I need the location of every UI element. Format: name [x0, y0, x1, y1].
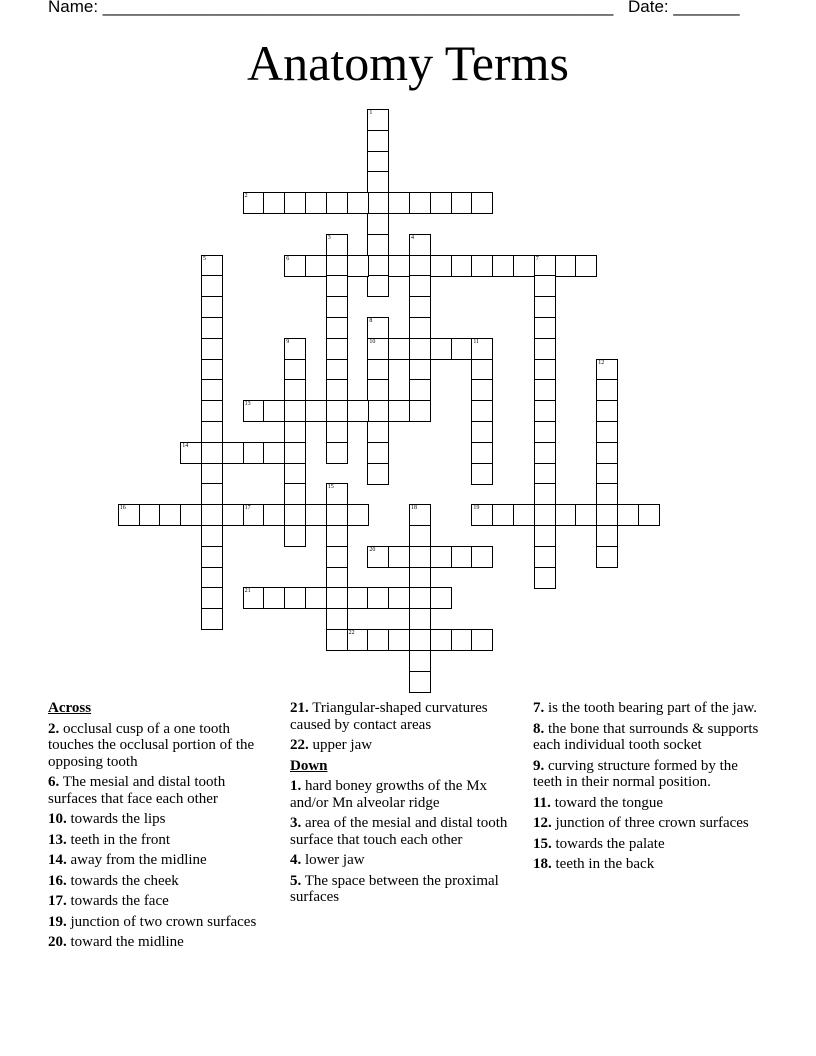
across-heading: Across: [48, 700, 92, 716]
grid-cell[interactable]: [284, 359, 306, 381]
grid-cell[interactable]: [409, 671, 431, 693]
clue-across: 14. away from the midline: [48, 852, 207, 868]
grid-cell[interactable]: [347, 400, 369, 422]
grid-cell[interactable]: [326, 338, 348, 360]
grid-cell[interactable]: [263, 442, 285, 464]
grid-cell[interactable]: [534, 400, 556, 422]
grid-cell[interactable]: [596, 463, 618, 485]
grid-cell[interactable]: [534, 359, 556, 381]
clue-down: 12. junction of three crown surfaces: [533, 815, 749, 831]
grid-cell[interactable]: [367, 275, 389, 297]
clue-number: 8: [369, 318, 373, 324]
grid-cell[interactable]: [326, 317, 348, 339]
grid-cell[interactable]: [409, 338, 431, 360]
grid-cell[interactable]: [367, 338, 389, 360]
grid-cell[interactable]: [326, 629, 348, 651]
clue-number: 21: [244, 588, 251, 595]
grid-cell[interactable]: [617, 504, 639, 526]
grid-cell[interactable]: [367, 379, 389, 401]
grid-cell[interactable]: [201, 546, 223, 568]
grid-cell[interactable]: [201, 338, 223, 360]
grid-cell[interactable]: [534, 504, 556, 526]
clue-across: 19. junction of two crown surfaces: [48, 913, 257, 930]
grid-cell[interactable]: [367, 109, 389, 131]
grid-cell[interactable]: [367, 421, 389, 443]
grid-cell[interactable]: [534, 275, 556, 297]
grid-cell[interactable]: [471, 463, 493, 485]
grid-cell[interactable]: [201, 463, 223, 485]
grid-cell[interactable]: [367, 234, 389, 256]
grid-cell[interactable]: [347, 629, 369, 651]
grid-cell[interactable]: [388, 192, 410, 214]
grid-cell[interactable]: [305, 587, 327, 609]
grid-cell[interactable]: [305, 192, 327, 214]
grid-cell[interactable]: [451, 546, 473, 568]
clue-number: 5: [203, 255, 206, 262]
grid-cell[interactable]: [555, 255, 577, 277]
grid-cell[interactable]: [430, 255, 452, 277]
grid-cell[interactable]: [326, 483, 348, 505]
grid-cell[interactable]: [492, 504, 514, 526]
grid-cell[interactable]: [201, 587, 223, 609]
grid-cell[interactable]: [534, 546, 556, 568]
grid-cell[interactable]: [347, 192, 369, 214]
grid-cell[interactable]: [284, 463, 306, 485]
grid-cell[interactable]: [513, 255, 535, 277]
grid-cell[interactable]: [388, 629, 410, 651]
grid-cell[interactable]: [388, 400, 410, 422]
grid-cell[interactable]: [367, 442, 389, 464]
clue-across: 20. toward the midline: [48, 934, 184, 950]
clue-number: 22: [348, 630, 355, 636]
clue-number: 13: [244, 401, 251, 408]
grid-cell[interactable]: [367, 171, 389, 193]
grid-cell[interactable]: [159, 504, 181, 526]
clue-number: 19: [473, 505, 480, 512]
grid-cell[interactable]: [367, 629, 389, 651]
grid-cell[interactable]: [409, 587, 431, 609]
grid-cell[interactable]: [326, 234, 348, 256]
clue-across: 6. The mesial and distal tooth surfaces that face each other: [48, 774, 226, 807]
page-title: Anatomy Terms: [247, 35, 569, 91]
grid-cell[interactable]: [263, 192, 285, 214]
grid-cell[interactable]: [471, 442, 493, 464]
grid-cell[interactable]: [222, 442, 244, 464]
grid-cell[interactable]: [326, 296, 348, 318]
clue-number: 7: [535, 255, 539, 262]
grid-cell[interactable]: [596, 525, 618, 547]
grid-cell[interactable]: [596, 359, 618, 381]
grid-cell[interactable]: [534, 442, 556, 464]
grid-cell[interactable]: [409, 608, 431, 630]
grid-cell[interactable]: [513, 504, 535, 526]
grid-cell[interactable]: [388, 338, 410, 360]
grid-cell[interactable]: [284, 442, 306, 464]
clue-number: 17: [244, 505, 251, 512]
down-heading: Down: [290, 757, 328, 774]
clue-number: 14: [182, 442, 189, 449]
clue-number: 6: [286, 255, 290, 262]
grid-cell[interactable]: [534, 463, 556, 485]
grid-cell[interactable]: [201, 400, 223, 422]
grid-cell[interactable]: [347, 587, 369, 609]
grid-cell[interactable]: [367, 130, 389, 152]
grid-cell[interactable]: [471, 359, 493, 381]
grid-cell[interactable]: [596, 400, 618, 422]
grid-cell[interactable]: [326, 567, 348, 589]
grid-cell[interactable]: [596, 546, 618, 568]
grid-cell[interactable]: [430, 338, 452, 360]
grid-cell[interactable]: [534, 317, 556, 339]
grid-cell[interactable]: [534, 296, 556, 318]
grid-cell[interactable]: [409, 650, 431, 672]
clue-number: 15: [327, 484, 334, 491]
grid-cell[interactable]: [367, 587, 389, 609]
grid-cell[interactable]: [326, 504, 348, 526]
grid-cell[interactable]: [284, 504, 306, 526]
grid-cell[interactable]: [305, 504, 327, 526]
grid-cell[interactable]: [180, 504, 202, 526]
grid-cell[interactable]: [201, 255, 223, 277]
grid-cell[interactable]: [409, 379, 431, 401]
grid-cell[interactable]: [201, 504, 223, 526]
clue-down: 4. lower jaw: [290, 852, 365, 868]
grid-cell[interactable]: [596, 483, 618, 505]
grid-cell[interactable]: [409, 567, 431, 589]
grid-cell[interactable]: [243, 192, 265, 214]
grid-cell[interactable]: [534, 338, 556, 360]
grid-cell[interactable]: [326, 379, 348, 401]
grid-cell[interactable]: [326, 608, 348, 630]
clue-number: 4: [411, 234, 414, 241]
grid-cell[interactable]: [367, 151, 389, 173]
grid-cell[interactable]: [201, 567, 223, 589]
grid-cell[interactable]: [534, 379, 556, 401]
grid-cell[interactable]: [409, 275, 431, 297]
clue-number: 16: [119, 505, 126, 512]
date-field[interactable]: Date: _______: [628, 0, 740, 16]
clue-across: 13. teeth in the front: [48, 831, 171, 848]
grid-cell[interactable]: [201, 296, 223, 318]
grid-cell[interactable]: [367, 359, 389, 381]
grid-cell[interactable]: [326, 525, 348, 547]
grid-cell[interactable]: [596, 504, 618, 526]
grid-cell[interactable]: [367, 255, 389, 277]
grid-cell[interactable]: [243, 442, 265, 464]
grid-cell[interactable]: [201, 359, 223, 381]
grid-cell[interactable]: [326, 421, 348, 443]
grid-cell[interactable]: [263, 587, 285, 609]
grid-cell[interactable]: [451, 338, 473, 360]
grid-cell[interactable]: [201, 525, 223, 547]
grid-cell[interactable]: [575, 255, 597, 277]
grid-cell[interactable]: [471, 546, 493, 568]
grid-cell[interactable]: [409, 234, 431, 256]
grid-cell[interactable]: [347, 504, 369, 526]
grid-cell[interactable]: [367, 546, 389, 568]
grid-cell[interactable]: [284, 587, 306, 609]
grid-cell[interactable]: [284, 525, 306, 547]
grid-cell[interactable]: [243, 587, 265, 609]
grid-cell[interactable]: [305, 255, 327, 277]
clue-number: 11: [473, 338, 480, 345]
grid-cell[interactable]: [180, 442, 202, 464]
clue-across: 17. towards the face: [48, 893, 169, 909]
grid-cell[interactable]: [534, 255, 556, 277]
clue-number: 9: [286, 338, 290, 345]
clue-number: 2: [244, 193, 248, 200]
clue-down: 5. The space between the proximal surfaces: [290, 872, 499, 905]
clue-across: 21. Triangular-shaped curvatures caused by contact areas: [290, 700, 488, 733]
grid-cell[interactable]: [471, 421, 493, 443]
clue-down: 9. curving structure formed by the teeth in their normal position.: [533, 757, 738, 790]
grid-cell[interactable]: [263, 400, 285, 422]
grid-cell[interactable]: [596, 379, 618, 401]
grid-cell[interactable]: [201, 317, 223, 339]
grid-cell[interactable]: [409, 192, 431, 214]
grid-cell[interactable]: [471, 192, 493, 214]
grid-cell[interactable]: [243, 504, 265, 526]
grid-cell[interactable]: [471, 255, 493, 277]
clue-number: 3: [327, 234, 331, 241]
grid-cell[interactable]: [263, 504, 285, 526]
grid-cell[interactable]: [305, 400, 327, 422]
clue-down: 3. area of the mesial and distal tooth surface that touch each other: [290, 815, 508, 848]
grid-cell[interactable]: [409, 546, 431, 568]
grid-cell[interactable]: [201, 608, 223, 630]
grid-cell[interactable]: [534, 567, 556, 589]
clue-number: 12: [598, 359, 605, 366]
grid-cell[interactable]: [284, 400, 306, 422]
grid-cell[interactable]: [596, 421, 618, 443]
clue-down: 15. towards the palate: [533, 835, 665, 852]
grid-cell[interactable]: [471, 400, 493, 422]
grid-cell[interactable]: [388, 546, 410, 568]
grid-cell[interactable]: [596, 442, 618, 464]
grid-cell[interactable]: [201, 379, 223, 401]
grid-cell[interactable]: [430, 587, 452, 609]
grid-cell[interactable]: [409, 504, 431, 526]
grid-cell[interactable]: [326, 442, 348, 464]
grid-cell[interactable]: [430, 546, 452, 568]
grid-cell[interactable]: [118, 504, 140, 526]
grid-cell[interactable]: [367, 213, 389, 235]
grid-cell[interactable]: [409, 317, 431, 339]
clue-number: 1: [369, 110, 373, 116]
grid-cell[interactable]: [284, 421, 306, 443]
grid-cell[interactable]: [326, 275, 348, 297]
clue-across: 2. occlusal cusp of a one tooth touches the occlusal portion of the opposing tooth: [48, 720, 255, 770]
grid-cell[interactable]: [367, 317, 389, 339]
grid-cell[interactable]: [326, 192, 348, 214]
name-field[interactable]: Name: ______________________________________________________: [48, 0, 614, 16]
grid-cell[interactable]: [284, 338, 306, 360]
grid-cell[interactable]: [451, 629, 473, 651]
grid-cell[interactable]: [534, 483, 556, 505]
grid-cell[interactable]: [534, 421, 556, 443]
grid-cell[interactable]: [409, 629, 431, 651]
grid-cell[interactable]: [326, 587, 348, 609]
grid-cell[interactable]: [555, 504, 577, 526]
grid-cell[interactable]: [347, 255, 369, 277]
grid-cell[interactable]: [201, 421, 223, 443]
grid-cell[interactable]: [534, 525, 556, 547]
grid-cell[interactable]: [409, 525, 431, 547]
grid-cell[interactable]: [430, 192, 452, 214]
grid-cell[interactable]: [284, 192, 306, 214]
clue-column-2: [290, 700, 512, 910]
grid-cell[interactable]: [451, 192, 473, 214]
grid-cell[interactable]: [409, 255, 431, 277]
clue-down: 7. is the tooth bearing part of the jaw.: [533, 700, 757, 716]
clue-down: 1. hard boney growths of the Mx and/or Mn alveolar ridge: [290, 778, 488, 811]
clue-number: 20: [369, 546, 376, 553]
grid-cell[interactable]: [471, 504, 493, 526]
clue-across: 22. upper jaw: [290, 737, 373, 753]
grid-cell[interactable]: [367, 400, 389, 422]
grid-cell[interactable]: [471, 379, 493, 401]
grid-cell[interactable]: [492, 255, 514, 277]
grid-cell[interactable]: [201, 275, 223, 297]
grid-cell[interactable]: [284, 379, 306, 401]
grid-cell[interactable]: [326, 255, 348, 277]
grid-cell[interactable]: [284, 255, 306, 277]
grid-cell[interactable]: [326, 400, 348, 422]
clue-down: 11. toward the tongue: [533, 794, 663, 811]
grid-cell[interactable]: [222, 504, 244, 526]
grid-cell[interactable]: [388, 255, 410, 277]
grid-cell[interactable]: [409, 400, 431, 422]
grid-cell[interactable]: [409, 296, 431, 318]
grid-cell[interactable]: [326, 546, 348, 568]
grid-cell[interactable]: [201, 483, 223, 505]
clue-number: 10: [369, 338, 376, 345]
grid-cell[interactable]: [638, 504, 660, 526]
grid-cell[interactable]: [575, 504, 597, 526]
clue-column-3: [533, 700, 768, 877]
clue-down: 8. the bone that surrounds & supports each individual tooth socket: [533, 720, 759, 753]
grid-cell[interactable]: [243, 400, 265, 422]
grid-cell[interactable]: [430, 629, 452, 651]
clue-number: 18: [411, 505, 417, 512]
grid-cell[interactable]: [367, 192, 389, 214]
clue-column-1: [48, 700, 270, 955]
grid-cell[interactable]: [471, 338, 493, 360]
clue-across: 10. towards the lips: [48, 811, 166, 827]
grid-cell[interactable]: [409, 359, 431, 381]
grid-cell[interactable]: [471, 629, 493, 651]
grid-cell[interactable]: [284, 483, 306, 505]
grid-cell[interactable]: [139, 504, 161, 526]
grid-cell[interactable]: [201, 442, 223, 464]
clue-across: 16. towards the cheek: [48, 872, 179, 889]
clue-down: 18. teeth in the back: [533, 856, 655, 872]
grid-cell[interactable]: [388, 587, 410, 609]
grid-cell[interactable]: [326, 359, 348, 381]
grid-cell[interactable]: [451, 255, 473, 277]
grid-cell[interactable]: [367, 463, 389, 485]
